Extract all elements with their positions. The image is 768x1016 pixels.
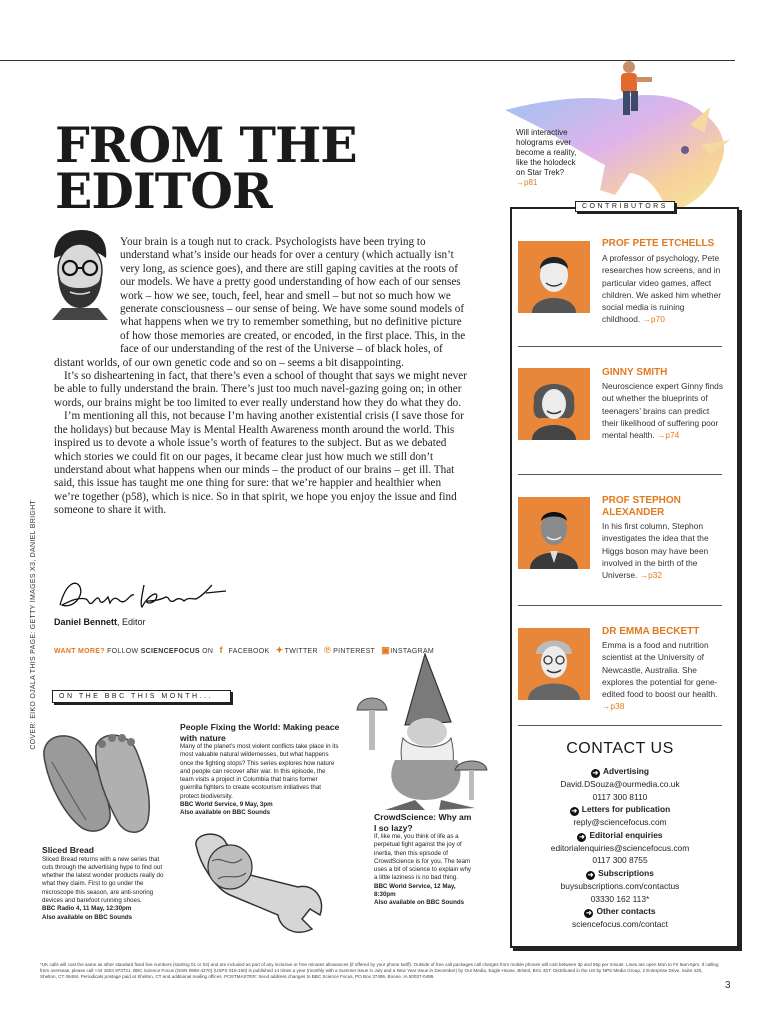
contributors-label: CONTRIBUTORS bbox=[575, 201, 675, 212]
contributor-page-ref[interactable]: →p74 bbox=[656, 430, 680, 441]
contributor-page-ref[interactable]: →p38 bbox=[602, 701, 625, 712]
contact-other-heading: ➜ Other contacts bbox=[586, 906, 656, 918]
bbc-section-label: ON THE BBC THIS MONTH... bbox=[52, 690, 231, 703]
wrench-globe-image bbox=[190, 825, 330, 940]
arrow-right-icon: ➜ bbox=[571, 808, 578, 816]
letters-email[interactable]: reply@sciencefocus.com bbox=[573, 817, 667, 828]
contact-letters-heading: ➜ Letters for publication bbox=[571, 804, 671, 816]
contributor-name: PROF STEPHON ALEXANDER bbox=[602, 495, 681, 518]
contributor-bio: A professor of psychology, Pete researches how screens, and in particular video games, affect children. We asked him whether social media is ruining childhood. →p70 bbox=[602, 253, 722, 325]
advertising-email[interactable]: David.DSouza@ourmedia.co.uk bbox=[560, 779, 680, 789]
photo-credit: COVER: EIKO OJALA THIS PAGE: GETTY IMAGES X3, DANIEL BRIGHT bbox=[30, 500, 37, 750]
subscriptions-url[interactable]: buysubscriptions.com/contactus bbox=[560, 880, 680, 891]
footnote: *UK calls will cost the same as other standard fixed line numbers (starting 01 or 02) and are included as part of any inclusive or free minutes allowances (if offered by your phone tariff). Outside of free call packages call charges from mobile phones will cost between 3p and 55p per minute. Lines are open Mon to Fri 9am-5pm. If calling from overseas, please call +44 1604 973721. BBC Science Focus (ISSN 0966-4270) (USPS 015-160) is published 14 times a year (monthly with a Summer issue in July and a New Year issue in December) by Our Media, Eagle House, Bristol, BS1 4ST. Distributed in the US by NPS Media Group, 2 Enterprise Drive, Suite 420, Shelton, CT 06484. Periodicals postage paid at Shelton, CT and additional mailing offices. POSTMASTER: Send address changes to BBC Science Focus, PO Box 37495, Boone, IA 50037-0495. bbox=[40, 962, 719, 980]
editorial-phone: 0117 300 8755 bbox=[592, 855, 648, 866]
editorial-email[interactable]: editorialenquiries@sciencefocus.com bbox=[550, 842, 690, 853]
editor-byline: Daniel Bennett, Editor bbox=[54, 617, 146, 627]
editor-signature bbox=[56, 575, 231, 615]
contributor-photo-etchells bbox=[518, 241, 590, 313]
bbc-item-people-fixing-world: People Fixing the World: Making peace with nature Many of the planet’s most violent conflicts take place in its most valuable natural wildernesses, but what happens once the fighting stops? This series explores how nature and people can recover after war. In this episode, the team visits a project in Columbia that trains former guerrilla fighters to create ecotourism initiatives that protect biodiversity. BBC World Service, 9 May, 3pm Also available on BBC Sounds bbox=[180, 722, 340, 817]
facebook-link[interactable]: FACEBOOK bbox=[228, 648, 270, 655]
title-line-1: FROM THE bbox=[55, 116, 357, 174]
contributor-page-ref[interactable]: →p32 bbox=[639, 570, 663, 581]
bbc-item-crowdscience: CrowdScience: Why am I so lazy? If, like me, you think of life as a perpetual fight against the joy of inertia, then this episode of CrowdScience is for you. The team uses a bit of science to explain why a little laziness is no bad thing. BBC World Service, 12 May, 8:30pm Also available on BBC Sounds bbox=[374, 812, 472, 907]
instagram-link[interactable]: INSTAGRAM bbox=[390, 648, 435, 655]
pinterest-link[interactable]: PINTEREST bbox=[333, 648, 375, 655]
barefoot-shoes-image bbox=[36, 716, 166, 841]
arrow-right-icon: ➜ bbox=[587, 871, 594, 879]
arrow-right-icon: ➜ bbox=[586, 910, 592, 918]
contact-title: CONTACT US bbox=[566, 740, 674, 757]
contributor-divider bbox=[518, 725, 722, 726]
contributor-photo-beckett bbox=[518, 628, 590, 700]
instagram-icon: ▣ bbox=[381, 645, 391, 655]
bbc-item-sliced-bread: Sliced Bread Sliced Bread returns with a new series that cuts through the advertising hype to find out whether the latest wonder products really do what they claim. First to go under the microscope this season, are anti-snoring devices and barefoot running shoes. BBC Radio 4, 11 May, 12:30pm Also available on BBC Sounds bbox=[42, 845, 164, 921]
twitter-icon: ✦ bbox=[275, 645, 284, 655]
contributor-divider bbox=[518, 474, 722, 475]
garden-gnome-image bbox=[355, 650, 495, 815]
contact-subscriptions-heading: ➜ Subscriptions bbox=[587, 867, 654, 879]
contributor-page-ref[interactable]: →p70 bbox=[642, 314, 665, 325]
facebook-icon: f bbox=[219, 645, 223, 655]
contributor-bio: Emma is a food and nutrition scientist at the University of Newcastle, Australia. She explores the potential for gene-edited food to boost our health. →p38 bbox=[602, 640, 718, 712]
contributor-name: GINNY SMITH bbox=[602, 367, 668, 378]
letter-paragraph: It’s so disheartening in fact, that there’s even a school of thought that says we might never be able to fully understand the brain. There’s just too much navel-gazing going on; in other words, our brains might be too limited to ever really understand how they do what they do. bbox=[54, 370, 467, 409]
editor-letter bbox=[54, 236, 468, 518]
contributor-bio: In his first column, Stephon investigates the idea that the Higgs boson may have been involved in the birth of the Universe. →p32 bbox=[602, 521, 709, 581]
contributor-photo-alexander bbox=[518, 497, 590, 569]
title-line-2: EDITOR bbox=[55, 162, 272, 220]
hologram-caption: Will interactive holograms ever become a reality, like the holodeck on Star Trek? →p81 bbox=[516, 128, 577, 187]
page-title bbox=[55, 116, 357, 220]
other-contacts-url[interactable]: sciencefocus.com/contact bbox=[572, 919, 668, 930]
social-links: WANT MORE? FOLLOW SCIENCEFOCUS ON f FACEBOOK ✦TWITTER ℗ PINTEREST ▣INSTAGRAM bbox=[54, 645, 435, 655]
contact-advertising-heading: ➜ Advertising bbox=[592, 766, 650, 777]
arrow-right-icon: ➜ bbox=[592, 770, 599, 777]
contributor-divider bbox=[518, 346, 722, 347]
arrow-right-icon: ➜ bbox=[579, 833, 585, 841]
contributor-name: PROF PETE ETCHELLS bbox=[602, 238, 715, 249]
contributor-photo-smith bbox=[518, 368, 590, 440]
contributor-bio: Neuroscience expert Ginny finds out whether the blueprints of teenagers’ brains can predict their likelihood of suffering poor mental health. →p74 bbox=[602, 381, 724, 441]
hologram-page-ref[interactable]: →p81 bbox=[516, 178, 538, 187]
letter-paragraph: I’m mentioning all this, not because I’m having another existential crisis (I save those for the holidays) but because May is Mental Health Awareness month around the world. This inspired us to devote a whole issue’s worth of features to the subject. But as we debated which stories we could fit on our pages, it became clear just how much we still don’t understand about what happens when our minds – the product of our brains – get ill. That said, this issue has taught me one thing for sure: that we’re happier and healthier when we’re together (p58), which is nice. So in that spirit, we hope you enjoy the issue and find someone to share it with. bbox=[54, 410, 464, 517]
letter-paragraph: Your brain is a tough nut to crack. Psychologists have been trying to understand what’s inside our heads for over a century (which actually isn’t very long, as science goes), and there are still gaping cavities at the roots of our models. We have a pretty good understanding of how each of our senses work – how we see, touch, feel, hear and smell – but not so much how we generate consciousness – our sense of being. We have some sound models of what happens when we try to remember something, but no definitive picture of how those memories are created, or encoded, in the first place. This, in the face of our understanding of the rest of the Universe – of black holes, of distant worlds, of our own genetic code and so on – seems a bit disappointing. bbox=[54, 236, 466, 369]
subscriptions-phone: 03330 162 113* bbox=[590, 893, 650, 904]
contact-editorial-heading: ➜ Editorial enquiries bbox=[579, 829, 663, 841]
advertising-phone: 0117 300 8110 bbox=[592, 791, 648, 802]
contact-details bbox=[518, 765, 722, 931]
contributor-divider bbox=[518, 605, 722, 606]
pinterest-icon: ℗ bbox=[324, 645, 332, 655]
contributor-name: DR EMMA BECKETT bbox=[602, 626, 700, 637]
twitter-link[interactable]: TWITTER bbox=[284, 648, 318, 655]
page-number: 3 bbox=[725, 980, 731, 991]
